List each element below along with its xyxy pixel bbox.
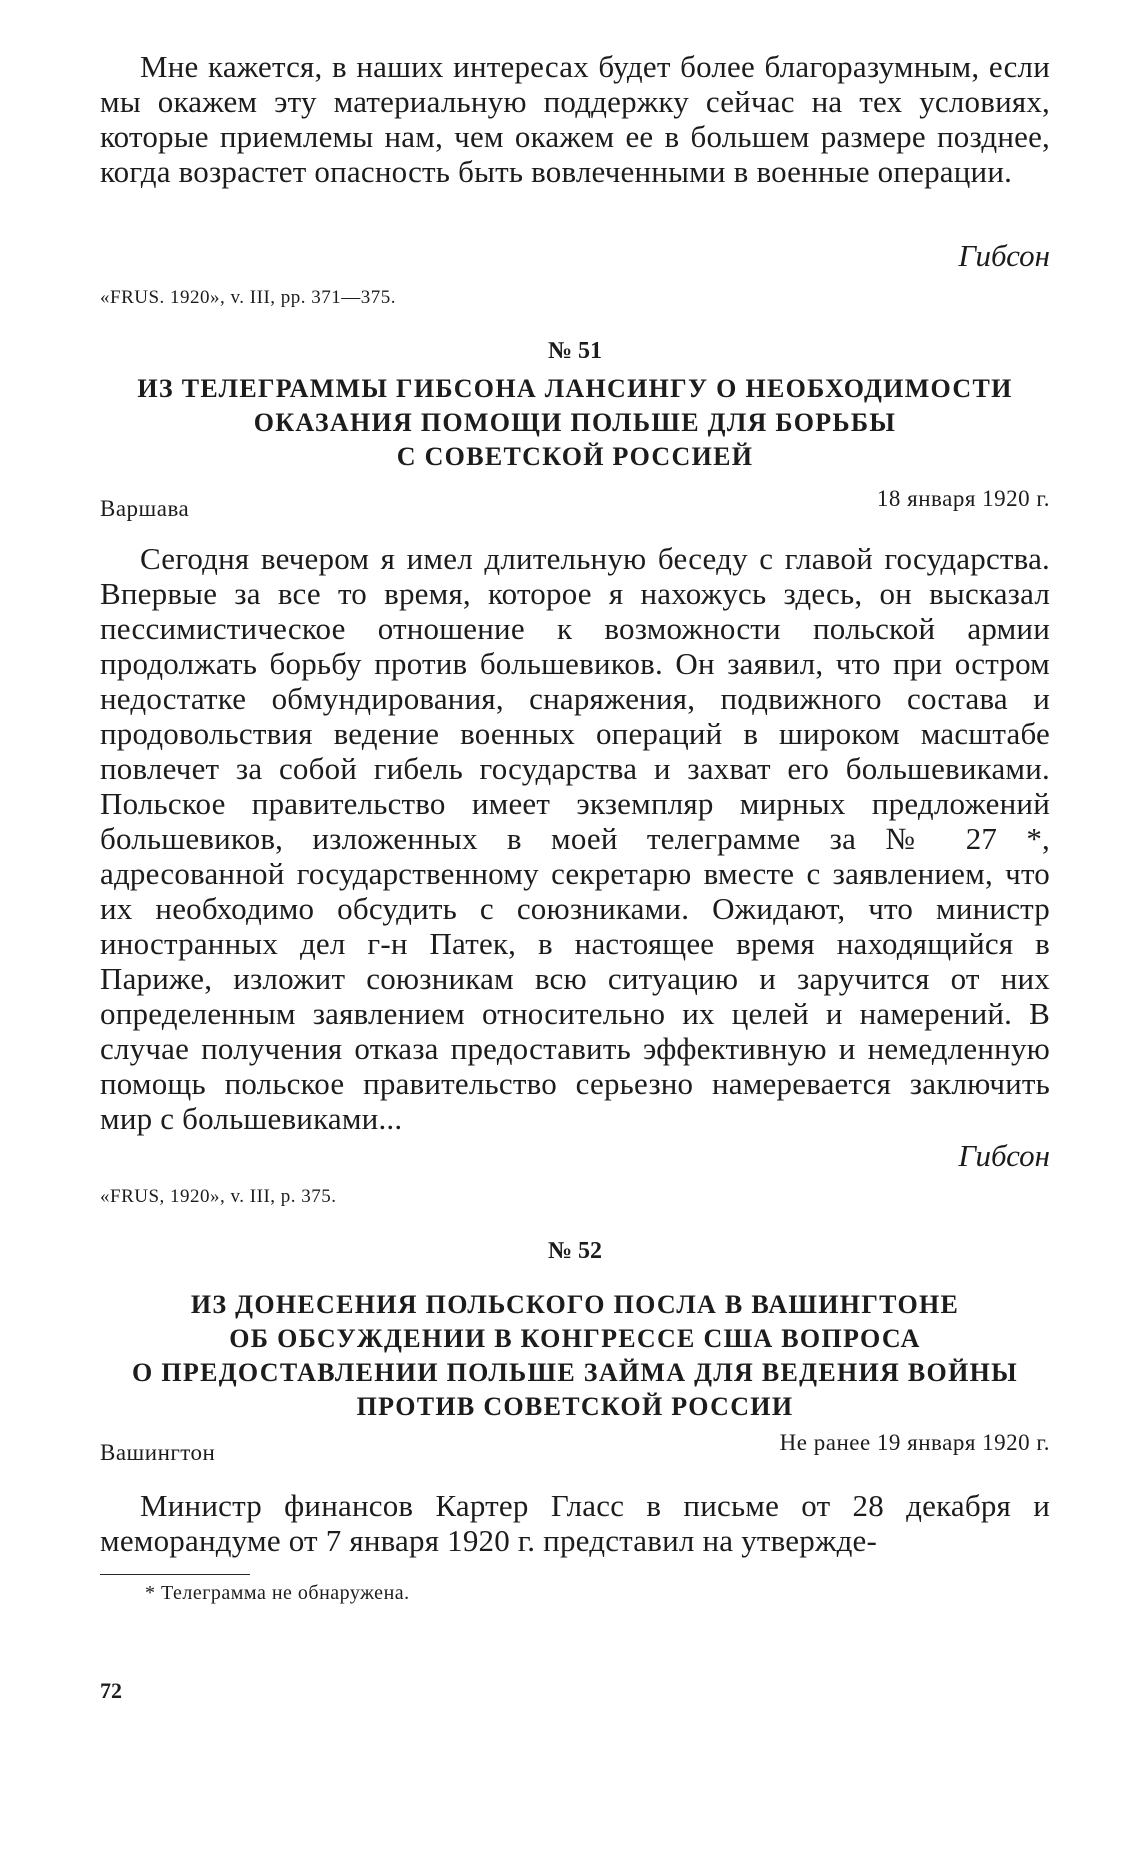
doc51-title <box>100 372 1050 474</box>
doc52-title-line: ИЗ ДОНЕСЕНИЯ ПОЛЬСКОГО ПОСЛА В ВАШИНГТОНЕ <box>190 1290 960 1319</box>
doc52-number: № 52 <box>547 1238 603 1264</box>
doc52-title-line: ОБ ОБСУЖДЕНИИ В КОНГРЕССЕ США ВОПРОСА <box>229 1324 921 1353</box>
intro-paragraph: Мне кажется, в наших интересах будет более благоразумным, если мы окажем эту материальную поддержку сейчас на тех условиях, которые приемлемы нам, чем окажем ее в большем размере позднее, когда возрастет опасность быть вовлеченными в военные операции. <box>100 49 1050 189</box>
doc51-date: 18 января 1920 г. <box>876 486 1050 511</box>
doc52-title-line: О ПРЕДОСТАВЛЕНИИ ПОЛЬШЕ ЗАЙМА ДЛЯ ВЕДЕНИЯ ВОЙНЫ <box>132 1358 1018 1387</box>
doc52-title-line: ПРОТИВ СОВЕТСКОЙ РОССИИ <box>356 1392 794 1421</box>
page-number: 72 <box>100 1678 122 1703</box>
doc51-number: № 51 <box>547 338 603 364</box>
doc51-paragraph: Сегодня вечером я имел длительную беседу с главой государства. Впервые за все то время, которое я нахожусь здесь, он высказал пессимистическое отношение к возможности польской армии продолжать борьбу против большевиков. Он заявил, что при остром недостатке обмундирования, снаряжения, подвижного состава и продовольствия ведение военных операций в широком масштабе повлечет за собой гибель государства и захват его большевиками. Польское правительство имеет экземпляр мирных предложений большевиков, изложенных в моей телеграмме за № 27 *, адресованной государственному секретарю вместе с заявлением, что их необходимо обсудить с союзниками. Ожидают, что министр иностранных дел г-н Патек, в настоящее время находящийся в Париже, изложит союзникам всю ситуацию и заручится от них определенным заявлением относительно их целей и намерений. В случае получения отказа предоставить эффективную и немедленную помощь польское правительство серьезно намеревается заключить мир с большевиками... <box>100 541 1050 1136</box>
footnote: * Телеграмма не обнаружена. <box>145 1582 410 1604</box>
doc51-title-line: ИЗ ТЕЛЕГРАММЫ ГИБСОНА ЛАНСИНГУ О НЕОБХОДИМОСТИ <box>137 374 1013 403</box>
doc51-source: «FRUS, 1920», v. III, p. 375. <box>100 1186 337 1207</box>
doc51-title-line: ОКАЗАНИЯ ПОМОЩИ ПОЛЬШЕ ДЛЯ БОРЬБЫ <box>253 408 897 437</box>
doc52-place: Вашингтон <box>100 1440 216 1465</box>
doc52-date: Не ранее 19 января 1920 г. <box>779 1430 1050 1455</box>
doc51-place: Варшава <box>100 496 190 521</box>
doc51-signature: Гибсон <box>958 1138 1050 1173</box>
doc52-paragraph: Министр финансов Картер Гласс в письме от 28 декабря и меморандуме от 7 января 1920 г. представил на утвержде- <box>100 1488 1050 1558</box>
intro-source: «FRUS. 1920», v. III, pp. 371—375. <box>100 287 397 308</box>
doc52-title <box>100 1288 1050 1424</box>
doc51-title-line: С СОВЕТСКОЙ РОССИЕЙ <box>396 442 754 471</box>
intro-signature: Гибсон <box>958 238 1050 273</box>
footnote-rule <box>100 1574 250 1575</box>
